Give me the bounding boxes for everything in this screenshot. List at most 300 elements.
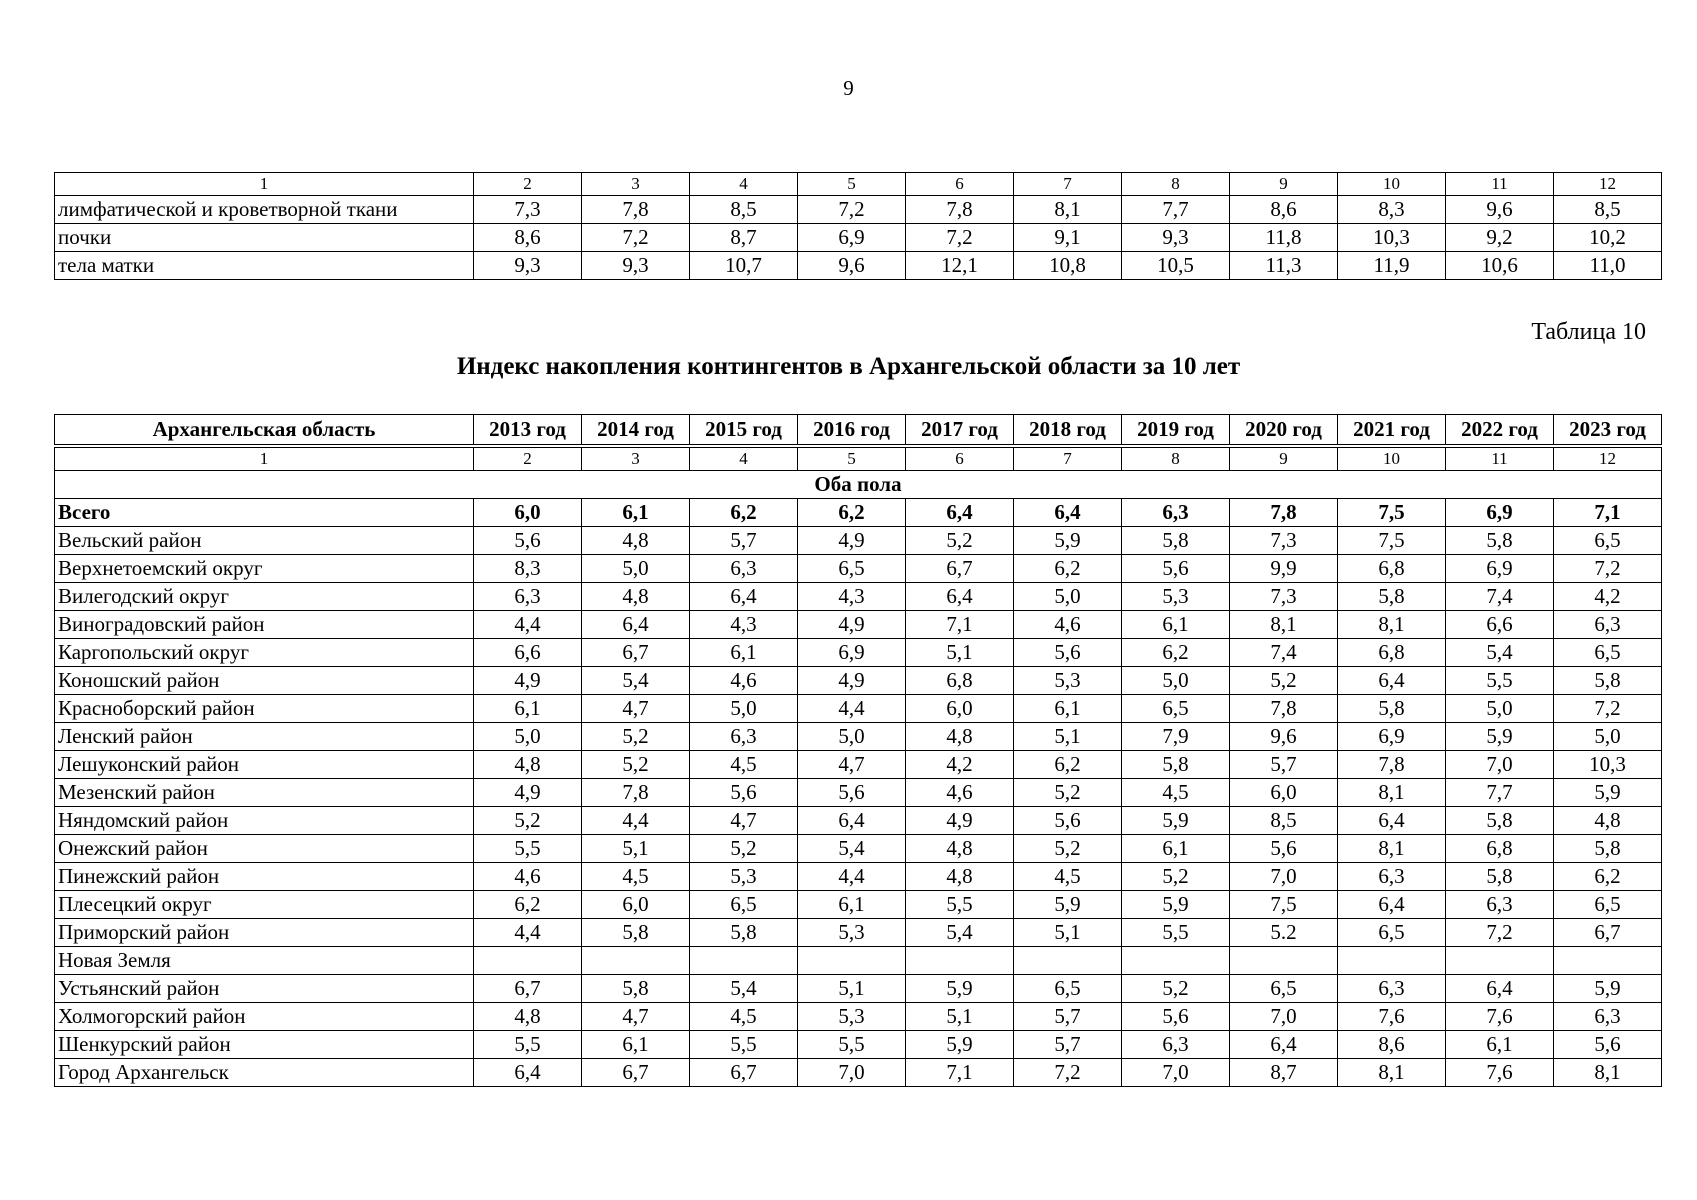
table-cell: 5 [798,173,906,196]
table-cell: 7,3 [1230,527,1338,555]
table-row [55,751,1662,779]
table-cell: 6,0 [1230,779,1338,807]
table-cell: 7,7 [1446,779,1554,807]
table-cell [582,947,690,975]
row-label: Город Архангельск [55,1059,474,1087]
table-cell: 4,7 [690,807,798,835]
table-cell: 6,4 [906,499,1014,527]
table-row [55,975,1662,1003]
table-cell: 6,3 [1554,1003,1662,1031]
table-cell: 10,3 [1554,751,1662,779]
table-cell: 7,2 [1554,555,1662,583]
table-cell: 4,6 [1014,611,1122,639]
table-cell: 6,8 [1446,835,1554,863]
table-cell: 2015 год [690,415,798,447]
table-cell: 7,5 [1230,891,1338,919]
table-cell: 8 [1122,446,1230,471]
table-cell: 5,4 [1446,639,1554,667]
table-cell: 6,1 [798,891,906,919]
table-cell: 9 [1230,173,1338,196]
table-cell: 4,9 [474,667,582,695]
table-cell: 4,9 [906,807,1014,835]
table-cell: 6,5 [1230,975,1338,1003]
table-cell: 7,0 [1446,751,1554,779]
table-cell: 2019 год [1122,415,1230,447]
table-cell: 6,5 [1554,639,1662,667]
table-cell: 4,5 [1014,863,1122,891]
table-cell: 5,6 [1554,1031,1662,1059]
table-cell: 12,1 [906,252,1014,280]
table-cell [798,947,906,975]
row-label: Каргопольский округ [55,639,474,667]
table-cell: 5,5 [1122,919,1230,947]
table-cell: 8,1 [1338,779,1446,807]
table-row [55,947,1662,975]
table-cell: 4,6 [474,863,582,891]
table-title: Индекс накопления контингентов в Архангельской области за 10 лет [456,353,1241,380]
table-cell: 6,3 [690,555,798,583]
table-cell: 7,0 [1122,1059,1230,1087]
table-cell: 6,4 [1338,807,1446,835]
table-cell: 4,5 [690,1003,798,1031]
table-row [55,1003,1662,1031]
page-number: 9 [843,76,854,100]
table-cell: 6,1 [1122,835,1230,863]
table-cell: 6,4 [1230,1031,1338,1059]
table-cell: 5,5 [906,891,1014,919]
row-label: Красноборский район [55,695,474,723]
table-cell: 4 [690,173,798,196]
table-cell: 8,6 [1338,1031,1446,1059]
table-cell: 5,8 [582,975,690,1003]
table-cell: 5,3 [1014,667,1122,695]
table-cell: 6,7 [582,1059,690,1087]
table-row [55,695,1662,723]
table-cell: 8,5 [690,196,798,224]
table-row [55,1031,1662,1059]
table-cell: 7,2 [1554,695,1662,723]
table-caption: Таблица 10 [1531,319,1646,345]
row-label: Ленский район [55,723,474,751]
table-cell: 6,5 [690,891,798,919]
table-cell: 5,3 [690,863,798,891]
table-cell: 10,3 [1338,224,1446,252]
table-cell: 9,1 [1014,224,1122,252]
table-cell: 5 [798,446,906,471]
table-cell: 6,4 [798,807,906,835]
table-cell: 6,3 [1122,1031,1230,1059]
table-cell: 4,4 [798,863,906,891]
table-cell: 4,8 [474,751,582,779]
table-cell: 4,3 [690,611,798,639]
table-row [55,555,1662,583]
table-row [55,1059,1662,1087]
table-cell: 5,1 [798,975,906,1003]
table-cell: 5,0 [1554,723,1662,751]
table-cell [1014,947,1122,975]
table-cell: 5,5 [798,1031,906,1059]
table-cell: 4,9 [798,611,906,639]
table-cell: 4,8 [474,1003,582,1031]
table-cell: 7,6 [1338,1003,1446,1031]
table-row [55,583,1662,611]
table-cell: 5,4 [582,667,690,695]
table-cell: 5,1 [1014,723,1122,751]
table-cell: 6,9 [798,224,906,252]
table-cell: 9,3 [582,252,690,280]
row-label: Вельский район [55,527,474,555]
table-cell: 7,8 [906,196,1014,224]
table-cell: 4,5 [1122,779,1230,807]
table-cell: 7,6 [1446,1003,1554,1031]
table-row [55,807,1662,835]
table-cell: 6,1 [474,695,582,723]
table-cell: 5,4 [690,975,798,1003]
table-row [55,611,1662,639]
table-cell: 7,4 [1230,639,1338,667]
table-cell: 6,6 [1446,611,1554,639]
table-row [55,779,1662,807]
table-cell: 7,0 [798,1059,906,1087]
table-cell: 5,8 [1338,695,1446,723]
table-row [55,639,1662,667]
table-cell: 7,3 [474,196,582,224]
table-cell: 4,3 [798,583,906,611]
table-cell: 8,7 [690,224,798,252]
table-cell: 7,2 [582,224,690,252]
table-cell: 4,7 [582,695,690,723]
table-cell: 7,6 [1446,1059,1554,1087]
table-cell: 4,4 [798,695,906,723]
table-cell: 10,6 [1446,252,1554,280]
table-cell: 6,9 [1446,499,1554,527]
row-label: Няндомский район [55,807,474,835]
table-cell: 7,8 [1230,499,1338,527]
table-cell: 8,7 [1230,1059,1338,1087]
table-cell: 5,8 [1338,583,1446,611]
table-cell: 9,6 [798,252,906,280]
table-cell: 5,9 [906,975,1014,1003]
table-cell: 6,5 [1338,919,1446,947]
table-cell: 6,1 [1446,1031,1554,1059]
table-row [55,891,1662,919]
table-cell [1122,947,1230,975]
table-cell: 6,1 [690,639,798,667]
table-cell: 5,5 [474,1031,582,1059]
table-cell: 7,8 [1230,695,1338,723]
table-cell: 5,2 [906,527,1014,555]
table-cell: 5,2 [690,835,798,863]
contingent-index-table [54,414,1662,1087]
table-cell: 10,5 [1122,252,1230,280]
total-row [55,499,1662,527]
table-cell: 5,8 [1446,807,1554,835]
table-cell: 9,6 [1230,723,1338,751]
table-row [55,224,1662,252]
table-cell: 2013 год [474,415,582,447]
table-cell: 5,8 [1554,667,1662,695]
table-cell: 11,8 [1230,224,1338,252]
table-cell: 5,4 [906,919,1014,947]
table-cell: 5,2 [1122,975,1230,1003]
table-cell: 2023 год [1554,415,1662,447]
table-cell: 7,0 [1230,1003,1338,1031]
table-cell: 4,9 [798,527,906,555]
table-cell: 9,9 [1230,555,1338,583]
row-label: Коношский район [55,667,474,695]
table-cell: 8,6 [474,224,582,252]
table-cell: 5,8 [690,919,798,947]
table-cell: 5,6 [1014,807,1122,835]
section-row [55,471,1662,499]
table-cell: 5,9 [1122,891,1230,919]
table-cell: 5,6 [1230,835,1338,863]
table-cell: 4,2 [906,751,1014,779]
table-cell: 4,9 [798,667,906,695]
table-cell: 10 [1338,173,1446,196]
table-cell: 5,8 [1122,527,1230,555]
table-cell: 5,7 [1230,751,1338,779]
row-label: Плесецкий округ [55,891,474,919]
table-cell: 2020 год [1230,415,1338,447]
table-cell: 8,3 [1338,196,1446,224]
table-cell: 5,7 [1014,1031,1122,1059]
table-cell: 4,2 [1554,583,1662,611]
table-cell: 7,9 [1122,723,1230,751]
table-cell: 6,4 [582,611,690,639]
table-cell: 7,8 [582,196,690,224]
table-cell: 6,5 [1554,527,1662,555]
table-cell: 6,8 [1338,555,1446,583]
table-cell: 10,2 [1554,224,1662,252]
row-label: тела матки [55,252,474,280]
table-cell: 5,1 [906,639,1014,667]
table-cell: 7,2 [798,196,906,224]
table-cell: 11,3 [1230,252,1338,280]
row-label: Виноградовский район [55,611,474,639]
table-cell: 9,6 [1446,196,1554,224]
table-cell: 5,8 [1122,751,1230,779]
table-cell: 2 [474,173,582,196]
table-cell: 6,0 [906,695,1014,723]
table-cell: 7,5 [1338,527,1446,555]
table-cell: 6,4 [474,1059,582,1087]
table-cell: 7,8 [1338,751,1446,779]
table-cell: 5,7 [1014,1003,1122,1031]
table-row [55,667,1662,695]
table-cell: 5,2 [474,807,582,835]
table-cell: 5,9 [1554,975,1662,1003]
table-row [55,863,1662,891]
table-cell: 5,6 [1014,639,1122,667]
table-cell: 4,8 [906,863,1014,891]
table-cell: 6,4 [906,583,1014,611]
table-cell: 9 [1230,446,1338,471]
table-cell: 4,4 [474,611,582,639]
table-cell: 5,1 [582,835,690,863]
row-label: Вилегодский округ [55,583,474,611]
table-cell: 4,7 [798,751,906,779]
table-cell: 4,8 [906,835,1014,863]
table-cell: 2018 год [1014,415,1122,447]
table-cell: 6,2 [474,891,582,919]
table-cell: 12 [1554,446,1662,471]
table-cell: 11,9 [1338,252,1446,280]
table-cell: 5,3 [1122,583,1230,611]
table-cell: 2021 год [1338,415,1446,447]
table-cell: 6,9 [798,639,906,667]
table-cell: 9,2 [1446,224,1554,252]
table-cell: 5,2 [582,751,690,779]
table-cell: 5,6 [690,779,798,807]
table-cell: 2022 год [1446,415,1554,447]
table-cell: 5,3 [798,919,906,947]
table-cell: 6,5 [1554,891,1662,919]
table-cell: 7,3 [1230,583,1338,611]
table-cell: 6,1 [582,499,690,527]
table-cell: 6,5 [1122,695,1230,723]
table-cell: 5,6 [1122,555,1230,583]
table-cell: 7,1 [906,611,1014,639]
table-cell: 6,4 [1446,975,1554,1003]
table-cell: 6,2 [1014,555,1122,583]
table-cell: 5,8 [582,919,690,947]
table-cell: 5,4 [798,835,906,863]
table-cell: 4,8 [582,527,690,555]
row-label: Онежский район [55,835,474,863]
table-cell: 8,5 [1230,807,1338,835]
table-cell: 5,2 [1014,835,1122,863]
table-cell: 10,7 [690,252,798,280]
table-cell: 7,1 [1554,499,1662,527]
table-cell: 3 [582,173,690,196]
table-cell: 6,4 [690,583,798,611]
table-cell: 6,3 [1122,499,1230,527]
row-label: Шенкурский район [55,1031,474,1059]
table-row [55,919,1662,947]
table-cell: 10,8 [1014,252,1122,280]
row-label: почки [55,224,474,252]
table-cell: 5,0 [690,695,798,723]
table-cell: 6,7 [690,1059,798,1087]
table-cell: 4,4 [474,919,582,947]
table-cell: 7,2 [1446,919,1554,947]
table-cell: 5,9 [1446,723,1554,751]
table-cell: 6,8 [906,667,1014,695]
table-cell [1230,947,1338,975]
table-cell: 6,2 [690,499,798,527]
table-cell: 5,0 [1122,667,1230,695]
table-cell: 8 [1122,173,1230,196]
table-cell: 2016 год [798,415,906,447]
table-cell: 6,3 [1446,891,1554,919]
column-number-row [55,446,1662,471]
table-cell: 7,2 [906,224,1014,252]
table-cell: 7,2 [1014,1059,1122,1087]
table-cell: 6,1 [1122,611,1230,639]
table-header-row [55,415,1662,447]
table-cell: 2017 год [906,415,1014,447]
table-cell: 6 [906,446,1014,471]
table-cell: 4,8 [1554,807,1662,835]
table-cell: 6,3 [1338,975,1446,1003]
table-cell: 8,1 [1338,1059,1446,1087]
table-cell: 6,7 [906,555,1014,583]
table-cell: 5,8 [1554,835,1662,863]
table-cell: 5,6 [474,527,582,555]
table-cell: 2014 год [582,415,690,447]
table-cell: 5,7 [690,527,798,555]
table-row [55,723,1662,751]
table-cell: 6,8 [1338,639,1446,667]
table-cell: 6,4 [1338,667,1446,695]
table-row [55,196,1662,224]
table-cell: 6,5 [1014,975,1122,1003]
table-cell: 10 [1338,446,1446,471]
table-cell: 8,1 [1338,835,1446,863]
table-cell [1338,947,1446,975]
table-cell: 7,7 [1122,196,1230,224]
table-cell: 7,1 [906,1059,1014,1087]
row-label: лимфатической и кроветворной ткани [55,196,474,224]
row-label: Устьянский район [55,975,474,1003]
table-row [55,527,1662,555]
table-cell: 5,0 [1446,695,1554,723]
table-cell: 5,1 [906,1003,1014,1031]
table-cell: 6,7 [1554,919,1662,947]
table-cell: 5,9 [1122,807,1230,835]
table-cell: 5,2 [1014,779,1122,807]
table-cell: 4,5 [690,751,798,779]
table-cell: 4,8 [906,723,1014,751]
table-cell: 6,1 [582,1031,690,1059]
table-cell: 8,1 [1014,196,1122,224]
table-cell: 5.2 [1230,919,1338,947]
table-cell: 7 [1014,173,1122,196]
table-cell: 4,6 [690,667,798,695]
row-label: Холмогорский район [55,1003,474,1031]
table-cell: 5,1 [1014,919,1122,947]
table-cell: 4,6 [906,779,1014,807]
table-cell: 5,9 [1014,891,1122,919]
table-cell: 5,2 [1230,667,1338,695]
row-label: Мезенский район [55,779,474,807]
table-cell: 6,4 [1014,499,1122,527]
table-cell: 5,8 [1446,863,1554,891]
table-cell: 5,8 [1446,527,1554,555]
table-cell: 6,2 [798,499,906,527]
table-cell: 7,0 [1230,863,1338,891]
table-cell: 6,9 [1338,723,1446,751]
table-cell: 6,9 [1446,555,1554,583]
table-cell: 5,0 [582,555,690,583]
table-cell: 4,5 [582,863,690,891]
table-cell: 6,3 [1338,863,1446,891]
table-cell: 8,1 [1338,611,1446,639]
row-label: Приморский район [55,919,474,947]
table-cell: 12 [1554,173,1662,196]
table-cell: 8,1 [1230,611,1338,639]
table-cell [690,947,798,975]
table-cell: 5,5 [474,835,582,863]
table-cell: 4,4 [582,807,690,835]
table-cell: 3 [582,446,690,471]
table-cell: 5,0 [798,723,906,751]
table-cell: 6,0 [582,891,690,919]
table-cell: 8,3 [474,555,582,583]
table-cell: 4,8 [582,583,690,611]
table-cell: 6,2 [1554,863,1662,891]
